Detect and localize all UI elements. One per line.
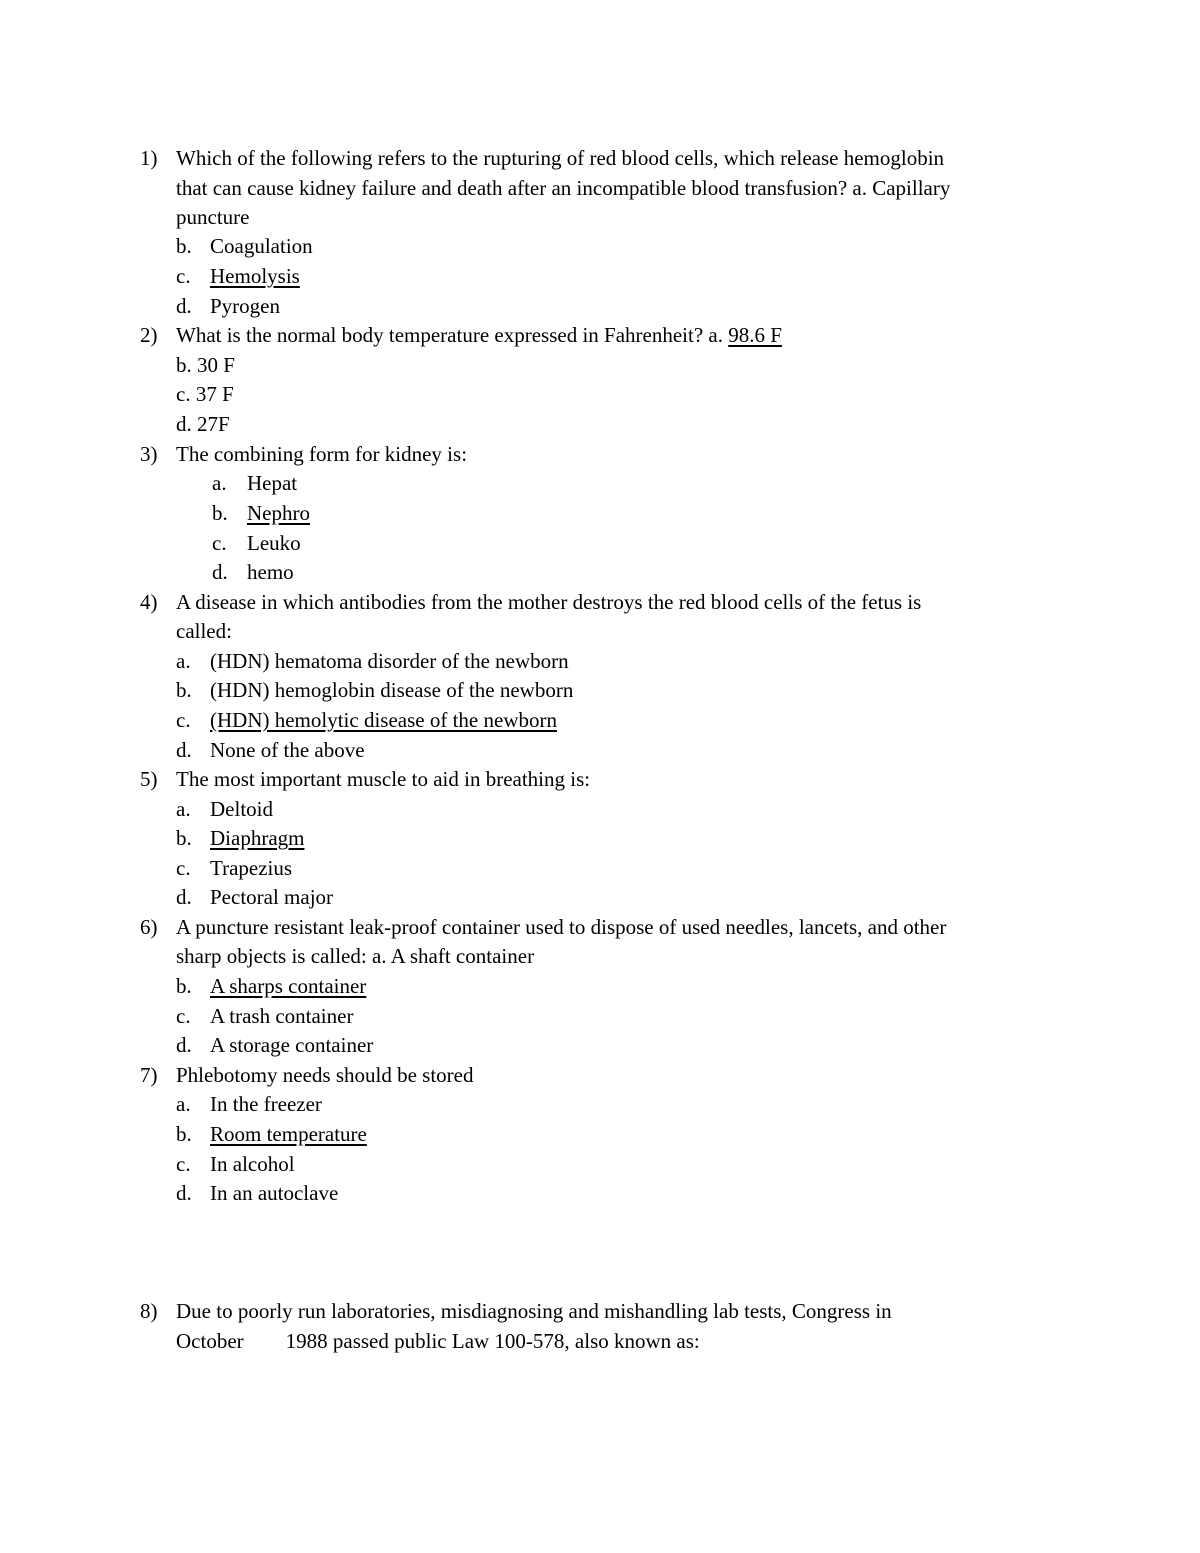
question-3-text-line-1: The combining form for kidney is:: [176, 442, 468, 466]
question-5-option-c-text: Trapezius: [210, 856, 293, 880]
question-6-text-line-1: A puncture resistant leak-proof container used to dispose of used needles, lancets, and other: [176, 915, 947, 939]
question-7-option-b-letter: b.: [176, 1122, 192, 1146]
question-3-option-d-letter: d.: [212, 560, 228, 584]
question-5-option-b-letter: b.: [176, 826, 192, 850]
question-4-text-line-2: called:: [176, 619, 232, 643]
question-7-number: 7): [140, 1063, 158, 1087]
question-5-option-a-text: Deltoid: [210, 797, 273, 821]
question-7-option-a-letter: a.: [176, 1092, 191, 1116]
question-6-text-line-2: sharp objects is called: a. A shaft container: [176, 944, 535, 968]
question-7-option-b-text-answer: Room temperature: [210, 1122, 367, 1146]
question-6-option-b-letter: b.: [176, 974, 192, 998]
question-6-option-d-letter: d.: [176, 1033, 192, 1057]
question-4-text-line-1: A disease in which antibodies from the mother destroys the red blood cells of the fetus is: [176, 590, 922, 614]
question-4-option-c-text-answer: (HDN) hemolytic disease of the newborn: [210, 708, 557, 732]
question-6-option-c-letter: c.: [176, 1004, 191, 1028]
question-2-option-d: d. 27F: [176, 412, 230, 436]
question-4-option-d-text: None of the above: [210, 738, 365, 762]
question-5-number: 5): [140, 767, 158, 791]
question-2-option-a-answer: 98.6 F: [728, 323, 782, 347]
question-5-option-a-letter: a.: [176, 797, 191, 821]
question-6-option-c-text: A trash container: [210, 1004, 354, 1028]
question-2-option-c: c. 37 F: [176, 382, 234, 406]
question-5-option-d-letter: d.: [176, 885, 192, 909]
question-2-prefix: What is the normal body temperature expressed in Fahrenheit? a.: [176, 323, 729, 347]
question-7-option-d-letter: d.: [176, 1181, 192, 1205]
question-7-option-d-text: In an autoclave: [210, 1181, 339, 1205]
question-8-text-line-1: Due to poorly run laboratories, misdiagnosing and mishandling lab tests, Congress in: [176, 1299, 892, 1323]
question-4-option-a-letter: a.: [176, 649, 191, 673]
question-4-number: 4): [140, 590, 158, 614]
question-3-option-a-text: Hepat: [247, 471, 298, 495]
question-5-option-c-letter: c.: [176, 856, 191, 880]
question-1-text-line-2: that can cause kidney failure and death after an incompatible blood transfusion? a. Capillary: [176, 176, 951, 200]
question-1-option-c-letter: c.: [176, 264, 191, 288]
question-7-text-line-1: Phlebotomy needs should be stored: [176, 1063, 474, 1087]
question-3-option-d-text: hemo: [247, 560, 294, 584]
question-3-option-c-text: Leuko: [247, 531, 301, 555]
question-4-option-c-letter: c.: [176, 708, 191, 732]
question-5-option-d-text: Pectoral major: [210, 885, 334, 909]
question-3-option-b-text-answer: Nephro: [247, 501, 310, 525]
question-1-text-line-3: puncture: [176, 205, 250, 229]
question-1-option-c-text-answer: Hemolysis: [210, 264, 300, 288]
question-8-text-line-2: October 1988 passed public Law 100-578, also known as:: [176, 1329, 700, 1353]
question-1-option-b-letter: b.: [176, 234, 192, 258]
question-1-number: 1): [140, 146, 158, 170]
question-4-option-b-letter: b.: [176, 678, 192, 702]
question-3-option-b-letter: b.: [212, 501, 228, 525]
question-6-number: 6): [140, 915, 158, 939]
question-2-text-line-1: [176, 323, 782, 347]
question-2-option-b: b. 30 F: [176, 353, 235, 377]
question-2-number: 2): [140, 323, 158, 347]
question-3-option-a-letter: a.: [212, 471, 227, 495]
question-7-option-c-text: In alcohol: [210, 1152, 295, 1176]
question-6-option-d-text: A storage container: [210, 1033, 374, 1057]
question-7-option-c-letter: c.: [176, 1152, 191, 1176]
question-8-number: 8): [140, 1299, 158, 1323]
question-5-option-b-text-answer: Diaphragm: [210, 826, 305, 850]
question-4-option-b-text: (HDN) hemoglobin disease of the newborn: [210, 678, 574, 702]
question-6-option-b-text-answer: A sharps container: [210, 974, 367, 998]
question-4-option-d-letter: d.: [176, 738, 192, 762]
question-4-option-a-text: (HDN) hematoma disorder of the newborn: [210, 649, 569, 673]
question-1-option-d-text: Pyrogen: [210, 294, 280, 318]
question-1-option-d-letter: d.: [176, 294, 192, 318]
question-3-number: 3): [140, 442, 158, 466]
question-7-option-a-text: In the freezer: [210, 1092, 322, 1116]
question-5-text-line-1: The most important muscle to aid in breathing is:: [176, 767, 591, 791]
question-1-text-line-1: Which of the following refers to the rupturing of red blood cells, which release hemoglobin: [176, 146, 945, 170]
question-1-option-b-text: Coagulation: [210, 234, 313, 258]
question-3-option-c-letter: c.: [212, 531, 227, 555]
